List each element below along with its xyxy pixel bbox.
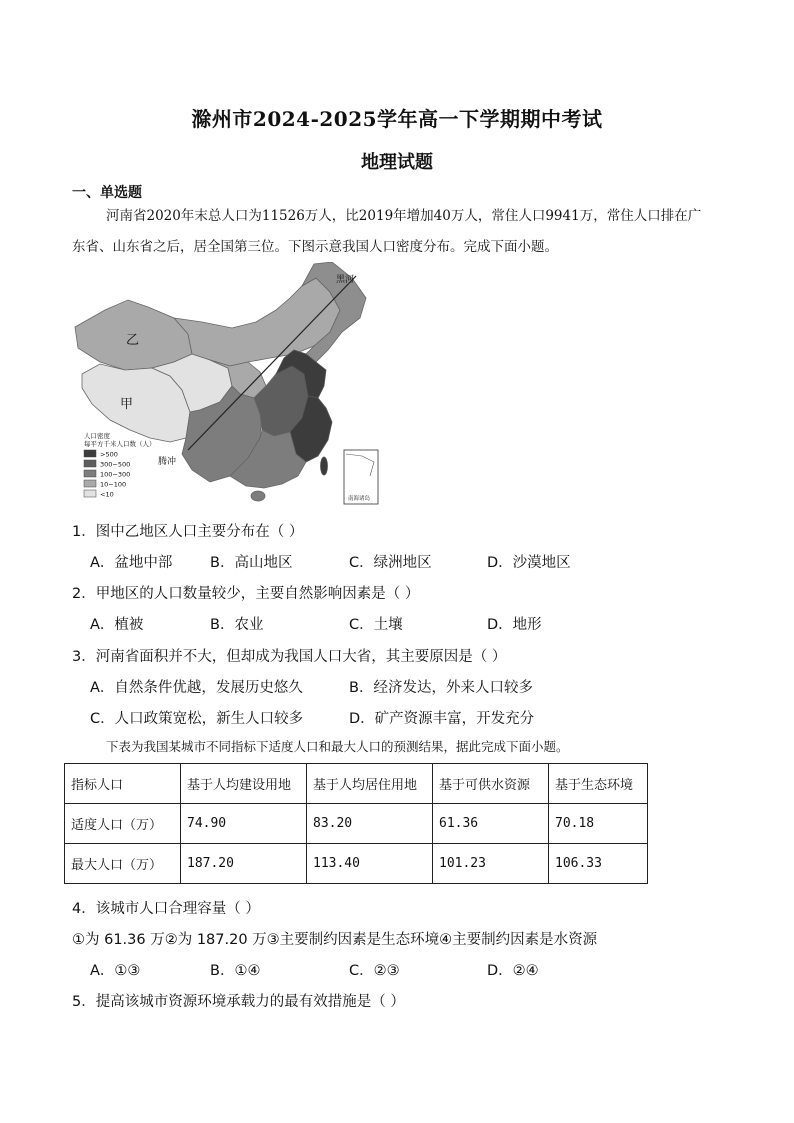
section-heading: 一、单选题: [72, 185, 142, 201]
question-2-option-b[interactable]: B．农业: [210, 617, 264, 633]
question-4-option-b[interactable]: B．①④: [210, 963, 261, 979]
map-legend: [84, 431, 156, 499]
legend-label: 100~300: [100, 470, 131, 479]
map-region-hainan: [251, 491, 265, 501]
label-jia: 甲: [120, 397, 134, 412]
table-header-cell: 指标人口: [65, 764, 181, 804]
question-3-option-a[interactable]: A．自然条件优越，发展历史悠久: [90, 680, 303, 696]
intro-line-2: 东省、山东省之后，居全国第三位。下图示意我国人口密度分布。完成下面小题。: [72, 239, 558, 255]
table-cell: 113.40: [307, 844, 433, 884]
legend-swatch: [84, 460, 96, 467]
question-1-option-c[interactable]: C．绿洲地区: [349, 555, 432, 571]
question-1-option-d[interactable]: D．沙漠地区: [487, 555, 571, 571]
label-yi: 乙: [126, 333, 140, 348]
legend-label: >500: [100, 450, 118, 459]
table-header-cell: 基于人均居住用地: [307, 764, 433, 804]
page-title: 滁州市2024-2025学年高一下学期期中考试: [191, 107, 603, 131]
table-cell: 最大人口（万）: [65, 844, 181, 884]
table-cell: 187.20: [181, 844, 307, 884]
legend-label: 300~500: [100, 460, 131, 469]
question-2-option-c[interactable]: C．土壤: [349, 617, 403, 633]
question-1-option-b[interactable]: B．高山地区: [210, 555, 293, 571]
table-cell: 适度人口（万）: [65, 804, 181, 844]
page-subtitle: 地理试题: [361, 152, 433, 173]
question-3-stem: 3．河南省面积并不大，但却成为我国人口大省，其主要原因是（ ）: [72, 649, 507, 665]
question-2-stem: 2．甲地区的人口数量较少，主要自然影响因素是（ ）: [72, 586, 420, 602]
question-1-stem: 1．图中乙地区人口主要分布在（ ）: [72, 524, 304, 540]
legend-label: 10~100: [100, 480, 127, 489]
question-2-option-d[interactable]: D．地形: [487, 617, 542, 633]
legend-swatch: [84, 480, 96, 487]
map-region-taiwan: [321, 457, 328, 475]
legend-title-1: 人口密度: [84, 432, 110, 440]
legend-swatch: [84, 490, 96, 497]
population-table: [64, 763, 648, 884]
table-row: [65, 844, 648, 884]
table-cell: 74.90: [181, 804, 307, 844]
table-cell: 61.36: [433, 804, 549, 844]
question-4-option-c[interactable]: C．②③: [349, 963, 400, 979]
label-tengchong: 腾冲: [158, 457, 177, 467]
table-cell: 101.23: [433, 844, 549, 884]
legend-title-2: 每平方千米人口数（人）: [84, 440, 156, 448]
question-3-option-d[interactable]: D．矿产资源丰富，开发充分: [349, 711, 535, 727]
table-header-row: [65, 764, 648, 804]
table-header-cell: 基于可供水资源: [433, 764, 549, 804]
question-5-stem: 5．提高该城市资源环境承载力的最有效措施是（ ）: [72, 994, 405, 1010]
table-header-cell: 基于生态环境: [549, 764, 648, 804]
table-header-cell: 基于人均建设用地: [181, 764, 307, 804]
table-cell: 106.33: [549, 844, 648, 884]
intro-line-1: 河南省2020年末总人口为11526万人，比2019年增加40万人，常住人口9941万，常住人口排在广: [106, 208, 702, 224]
table-row: [65, 804, 648, 844]
legend-swatch: [84, 470, 96, 477]
question-4-option-d[interactable]: D．②④: [487, 963, 539, 979]
question-4-statements: ①为 61.36 万②为 187.20 万③主要制约因素是生态环境④主要制约因素是水资源: [72, 932, 598, 948]
table-cell: 83.20: [307, 804, 433, 844]
legend-swatch: [84, 450, 96, 457]
population-density-map: [70, 262, 382, 508]
south-sea-inset-label: 南海诸岛: [348, 496, 371, 502]
question-2-option-a[interactable]: A．植被: [90, 617, 144, 633]
question-4-option-a[interactable]: A．①③: [90, 963, 141, 979]
question-3-option-b[interactable]: B．经济发达，外来人口较多: [349, 680, 533, 696]
table-intro: 下表为我国某城市不同指标下适度人口和最大人口的预测结果，据此完成下面小题。: [106, 739, 569, 754]
question-4-stem: 4．该城市人口合理容量（ ）: [72, 901, 260, 917]
legend-label: <10: [100, 490, 114, 499]
question-3-option-c[interactable]: C．人口政策宽松，新生人口较多: [90, 711, 304, 727]
question-1-option-a[interactable]: A．盆地中部: [90, 555, 173, 571]
label-heihe: 黑河: [336, 275, 355, 285]
table-cell: 70.18: [549, 804, 648, 844]
